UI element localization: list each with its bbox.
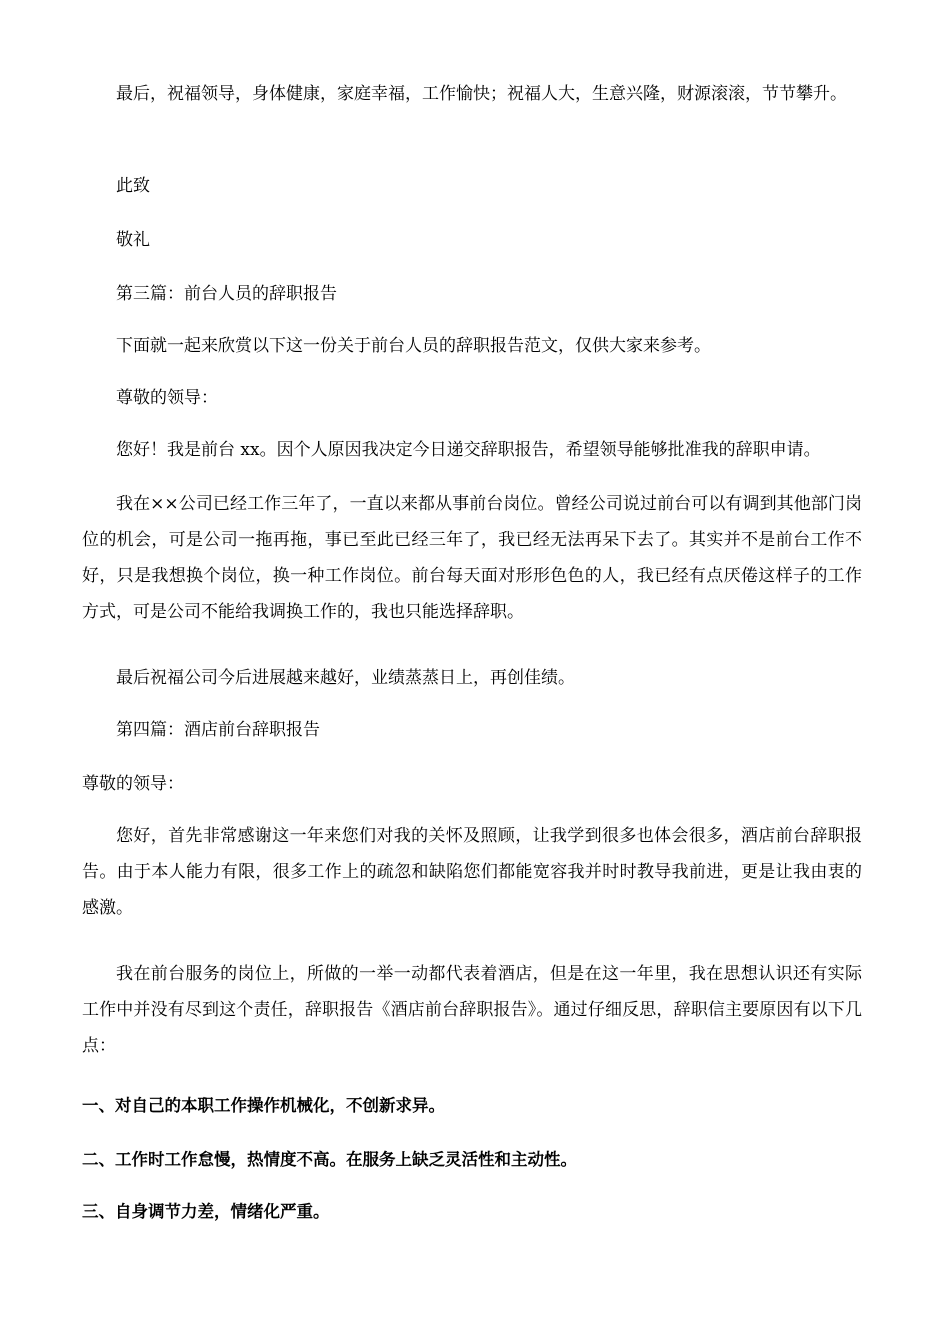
greeting-line-2: 尊敬的领导： bbox=[82, 774, 184, 794]
salutation-jingli: 敬礼 bbox=[116, 230, 150, 250]
reasons-intro-paragraph: 我在前台服务的岗位上，所做的一举一动都代表着酒店，但是在这一年里，我在思想认识还有实际工作中并没有尽到这个责任，辞职报告《酒店前台辞职报告》。通过仔细反思，辞职信主要原因有以下几点： bbox=[82, 964, 862, 1056]
section-heading-4: 第四篇：酒店前台辞职报告 bbox=[116, 720, 320, 740]
reason-item-2: 二、工作时工作怠慢，热情度不高。在服务上缺乏灵活性和主动性。 bbox=[82, 1150, 577, 1169]
salutation-cizhi: 此致 bbox=[116, 176, 150, 196]
opening-paragraph: 您好！我是前台 xx。因个人原因我决定今日递交辞职报告，希望领导能够批准我的辞职申请。 bbox=[116, 440, 821, 460]
closing-paragraph: 最后祝福公司今后进展越来越好，业绩蒸蒸日上，再创佳绩。 bbox=[116, 668, 575, 688]
reason-item-3: 三、自身调节力差，情绪化严重。 bbox=[82, 1202, 330, 1221]
body-paragraph: 我在××公司已经工作三年了，一直以来都从事前台岗位。曾经公司说过前台可以有调到其他部门岗位的机会，可是公司一拖再拖，事已至此已经三年了，我已经无法再呆下去了。其实并不是前台工作不好，只是我想换个岗位，换一种工作岗位。前台每天面对形形色色的人，我已经有点厌倦这样子的工作方式，可是公司不能给我调换工作的，我也只能选择辞职。 bbox=[82, 494, 862, 622]
intro-paragraph: 下面就一起来欣赏以下这一份关于前台人员的辞职报告范文，仅供大家来参考。 bbox=[116, 336, 711, 356]
section-heading-3: 第三篇：前台人员的辞职报告 bbox=[116, 284, 337, 304]
greeting-line: 尊敬的领导： bbox=[116, 388, 218, 408]
reason-item-1: 一、对自己的本职工作操作机械化，不创新求异。 bbox=[82, 1096, 445, 1115]
closing-wishes-paragraph: 最后，祝福领导，身体健康，家庭幸福，工作愉快；祝福人大，生意兴隆，财源滚滚，节节攀升。 bbox=[116, 84, 847, 104]
thanks-paragraph: 您好，首先非常感谢这一年来您们对我的关怀及照顾，让我学到很多也体会很多，酒店前台辞职报告。由于本人能力有限，很多工作上的疏忽和缺陷您们都能宽容我并时时教导我前进，更是让我由衷的感激。 bbox=[82, 826, 862, 918]
